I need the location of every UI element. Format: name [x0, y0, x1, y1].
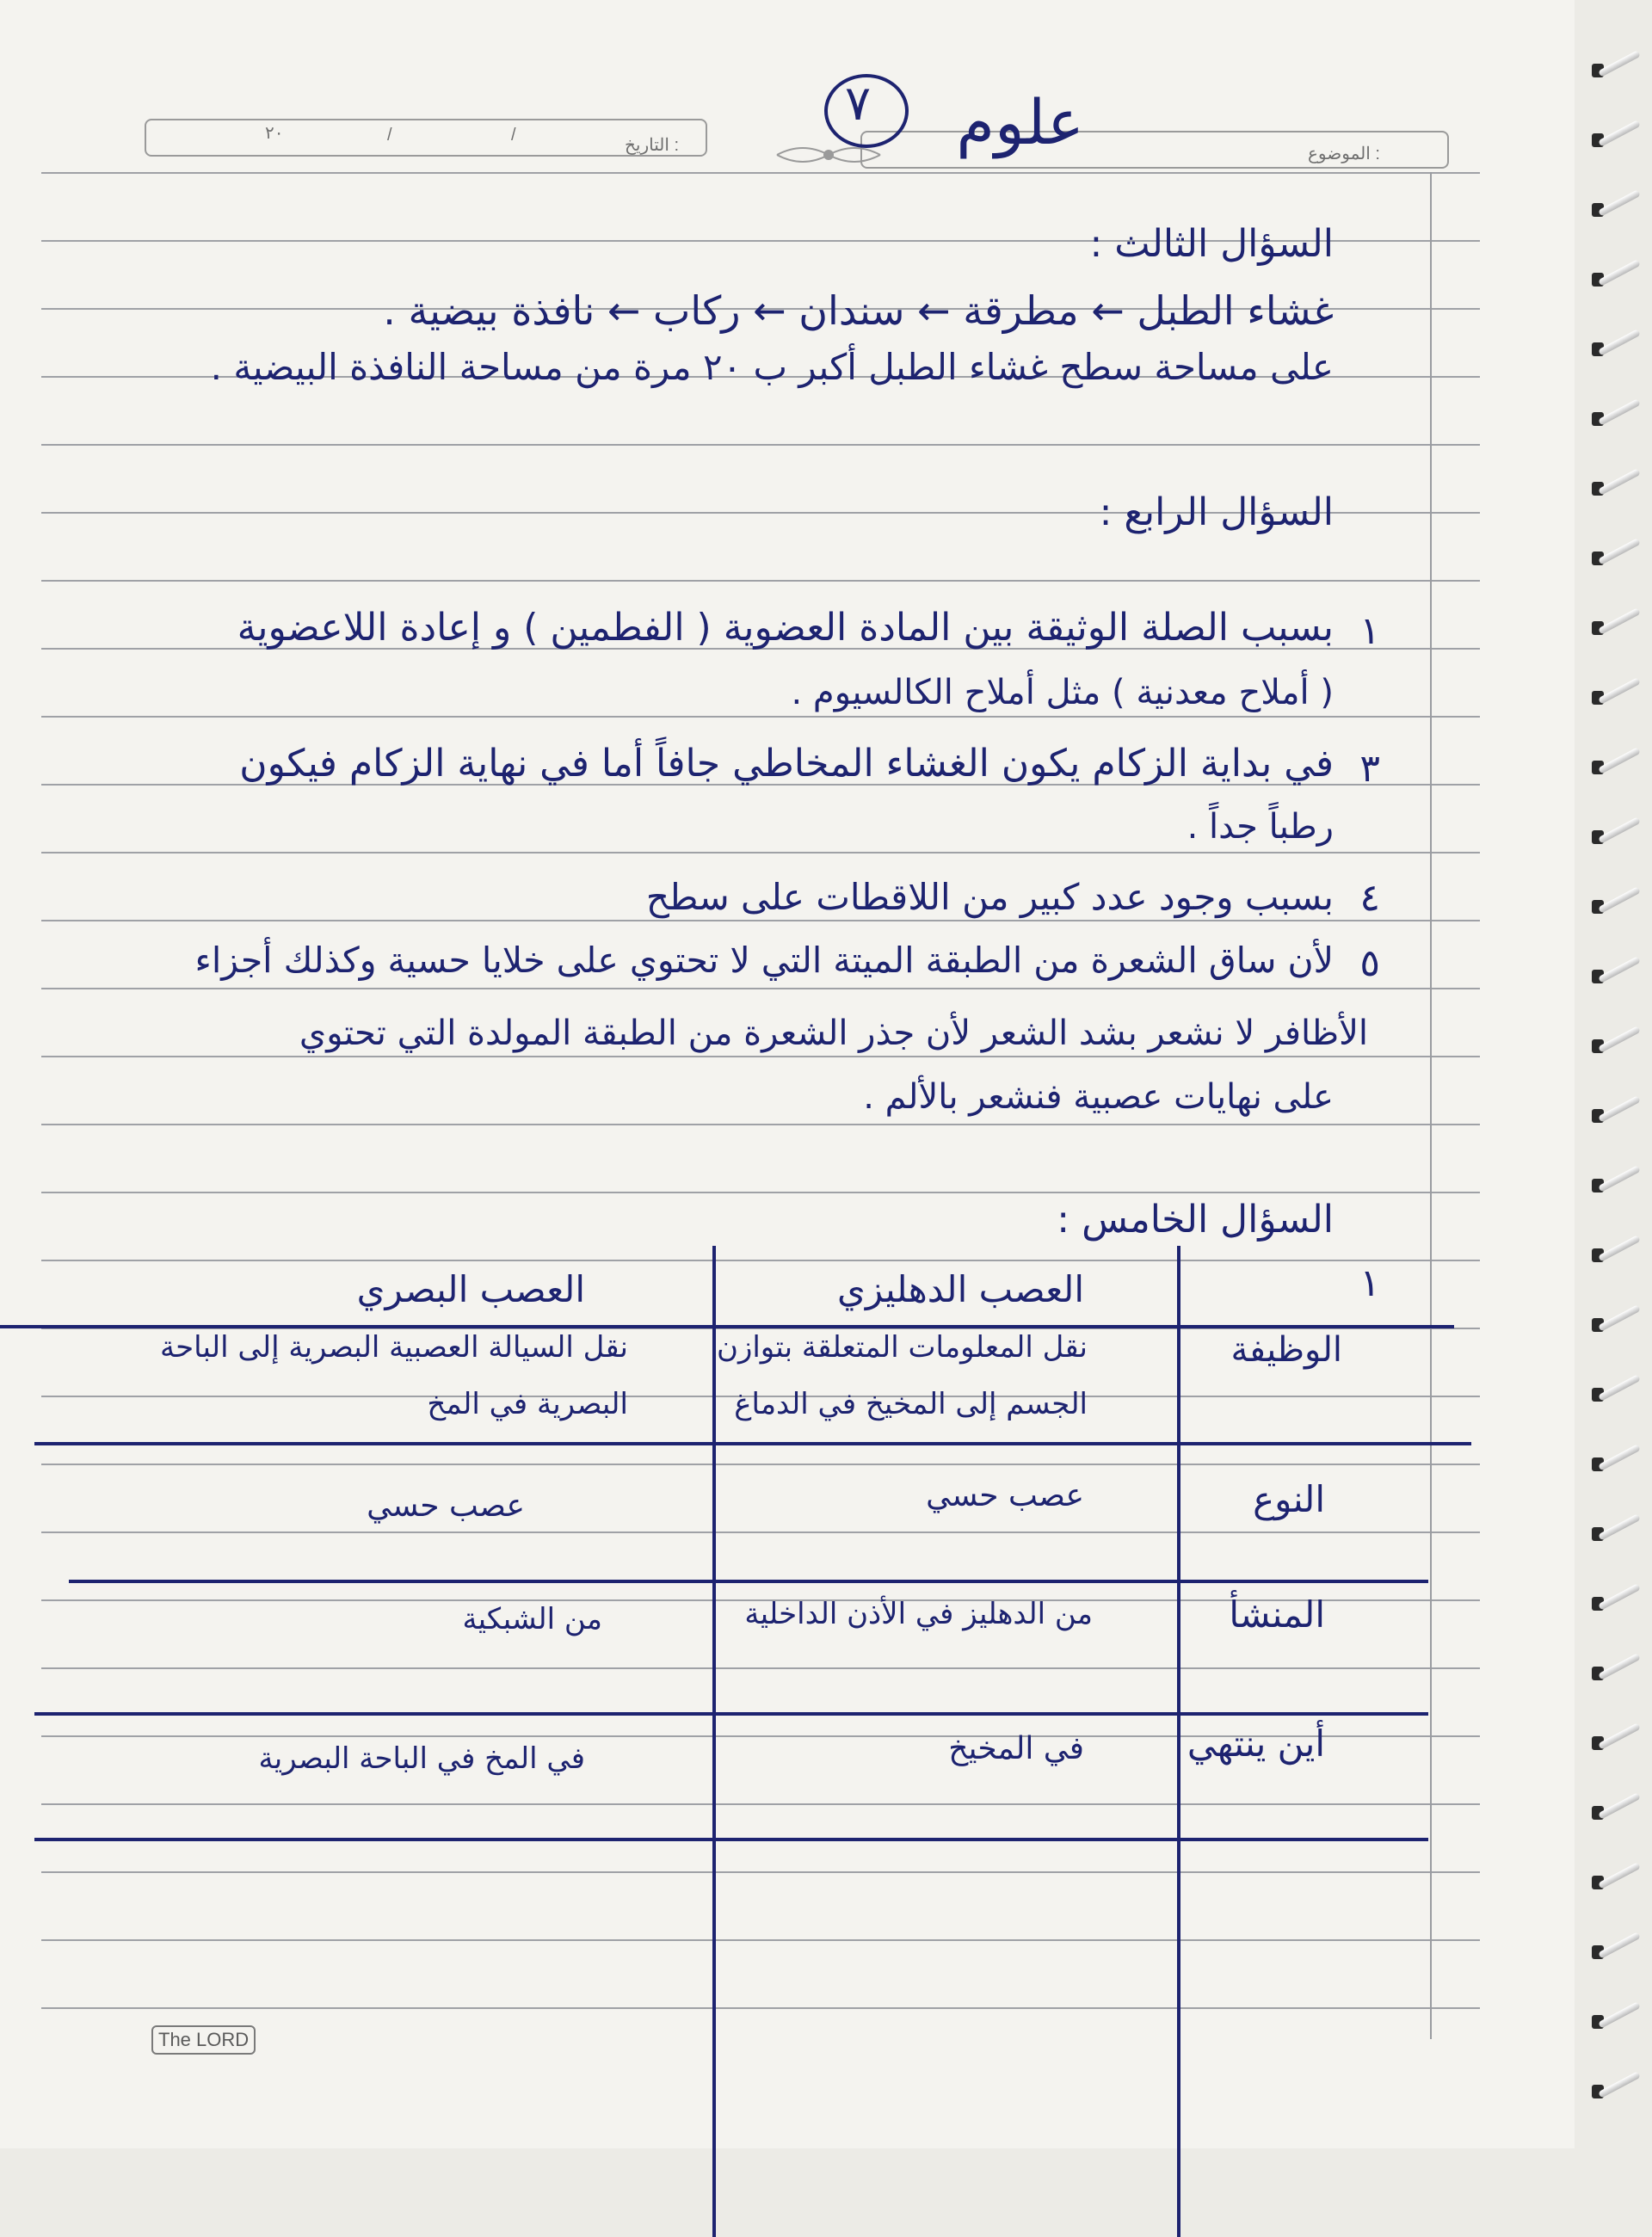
binding-ring [1598, 259, 1641, 286]
ruled-line [41, 2007, 1480, 2009]
binding-ring [1598, 1653, 1641, 1679]
binding-ring [1598, 468, 1641, 495]
table-cell-ends-optic: في المخ في الباحة البصرية [258, 1741, 585, 1776]
binding-ring [1598, 1583, 1641, 1610]
binding-ring [1598, 329, 1641, 355]
binding-ring [1598, 817, 1641, 843]
q5-heading: السؤال الخامس : [1057, 1198, 1334, 1242]
ruled-line [41, 1192, 1480, 1193]
ruled-line [41, 1939, 1480, 1941]
q4-item-1-line-2: ( أملاح معدنية ) مثل أملاح الكالسيوم . [791, 673, 1334, 712]
q4-item-5-line-1: لأن ساق الشعرة من الطبقة الميتة التي لا تحتوي على خلايا حسية وكذلك أجزاء [194, 940, 1334, 981]
q4-item-4-line-1: بسبب وجود عدد كبير من اللاقطات على سطح [645, 876, 1334, 918]
table-cell-function-optic-2: البصرية في المخ [427, 1387, 628, 1421]
ruled-line [41, 1531, 1480, 1533]
footer-label: The LORD [151, 2025, 256, 2055]
q4-item-5-line-3: على نهايات عصبية فنشعر بالألم . [863, 1077, 1334, 1117]
q4-item-1-line-1: بسبب الصلة الوثيقة بين المادة العضوية ( الفطمين ) و إعادة اللاعضوية [237, 606, 1334, 650]
binding-ring [1598, 1165, 1641, 1192]
subject-label: الموضوع : [1308, 145, 1380, 163]
binding-ring [1598, 1862, 1641, 1889]
table-hline-5 [34, 1838, 1428, 1841]
binding-ring [1598, 189, 1641, 216]
table-hline-2 [34, 1442, 1471, 1445]
ruled-line [41, 1667, 1480, 1669]
table-cell-origin-optic: من الشبكية [462, 1602, 602, 1636]
binding-ring [1598, 398, 1641, 425]
q3-line-2: على مساحة سطح غشاء الطبل أكبر ب ٢٠ مرة من مساحة النافذة البيضية . [210, 346, 1334, 388]
table-row-label-function: الوظيفة [1230, 1330, 1342, 1370]
table-col-header-optic: العصب البصري [356, 1268, 585, 1310]
table-row-label-type: النوع [1253, 1478, 1325, 1520]
table-col-header-vestibular: العصب الدهليزي [836, 1268, 1084, 1310]
ruled-line [41, 920, 1480, 921]
ruled-line [41, 172, 1480, 174]
date-label: التاريخ : [625, 136, 680, 155]
table-cell-function-vestibular-2: الجسم إلى المخيخ في الدماغ [734, 1387, 1088, 1421]
binding-ring [1598, 956, 1641, 983]
q5-marker: ١ [1359, 1261, 1380, 1305]
ruled-line [41, 716, 1480, 718]
table-vline-2 [712, 1246, 716, 2237]
table-cell-origin-vestibular: من الدهليز في الأذن الداخلية [744, 1597, 1093, 1631]
binding-ring [1598, 747, 1641, 773]
page-title: علوم [956, 86, 1084, 158]
binding-ring [1598, 886, 1641, 913]
margin-line [1430, 172, 1432, 2039]
ruled-line [41, 1464, 1480, 1465]
binding-ring [1598, 2001, 1641, 2028]
q3-line-1: غشاء الطبل ← مطرقة ← سندان ← ركاب ← نافذة بيضية . [383, 287, 1334, 334]
binding-ring [1598, 2071, 1641, 2098]
table-row-label-ends: أين ينتهي [1187, 1722, 1325, 1765]
q4-item-3-line-2: رطباً جداً . [1187, 807, 1334, 847]
date-slash-2: / [511, 126, 516, 145]
table-row-label-origin: المنشأ [1229, 1593, 1325, 1636]
date-box [145, 119, 707, 157]
q3-heading: السؤال الثالث : [1089, 222, 1334, 266]
q4-item-1-marker: ١ [1359, 609, 1380, 653]
q4-item-4-marker: ٤ [1359, 876, 1380, 920]
ruled-line [41, 852, 1480, 854]
table-hline-1 [0, 1325, 1454, 1328]
q4-item-3-line-1: في بداية الزكام يكون الغشاء المخاطي جافاً أما في نهاية الزكام فيكون [239, 742, 1334, 786]
q4-item-3-marker: ٣ [1359, 747, 1380, 791]
binding-ring [1598, 1792, 1641, 1819]
binding-ring [1598, 538, 1641, 564]
binding-ring [1598, 1026, 1641, 1052]
table-cell-function-optic-1: نقل السيالة العصبية البصرية إلى الباحة [159, 1330, 628, 1365]
table-cell-ends-vestibular: في المخيخ [948, 1731, 1084, 1766]
ruled-line [41, 580, 1480, 582]
binding-ring [1598, 607, 1641, 634]
q4-item-5-line-2: الأظافر لا نشعر بشد الشعر لأن جذر الشعرة من الطبقة المولدة التي تحتوي [299, 1014, 1368, 1053]
page-number: ٧ [845, 76, 872, 132]
binding-ring [1598, 1444, 1641, 1470]
binding-ring [1598, 1095, 1641, 1122]
q4-item-5-marker: ٥ [1359, 941, 1380, 985]
ruled-line [41, 1056, 1480, 1057]
table-cell-type-vestibular: عصب حسي [926, 1478, 1084, 1513]
ruled-line [41, 1803, 1480, 1805]
binding-ring [1598, 677, 1641, 704]
table-cell-type-optic: عصب حسي [367, 1488, 525, 1524]
binding-ring [1598, 1722, 1641, 1749]
ruled-line [41, 1260, 1480, 1261]
ruled-line [41, 444, 1480, 446]
binding-ring [1598, 1235, 1641, 1261]
binding-ring [1598, 1513, 1641, 1540]
date-slash-1: / [387, 126, 392, 145]
table-hline-3 [69, 1580, 1428, 1583]
ruled-line [41, 1124, 1480, 1125]
binding-ring [1598, 120, 1641, 146]
ruled-line [41, 988, 1480, 989]
q4-heading: السؤال الرابع : [1099, 490, 1334, 534]
ruled-line [41, 1871, 1480, 1873]
binding-ring [1598, 1374, 1641, 1401]
table-cell-function-vestibular-1: نقل المعلومات المتعلقة بتوازن [716, 1330, 1088, 1365]
binding-ring [1598, 1304, 1641, 1331]
binding-ring [1598, 1932, 1641, 1958]
table-vline-1 [1177, 1246, 1180, 2237]
table-hline-4 [34, 1712, 1428, 1716]
binding-ring [1598, 50, 1641, 77]
year-prefix: ٢٠ [265, 124, 284, 143]
